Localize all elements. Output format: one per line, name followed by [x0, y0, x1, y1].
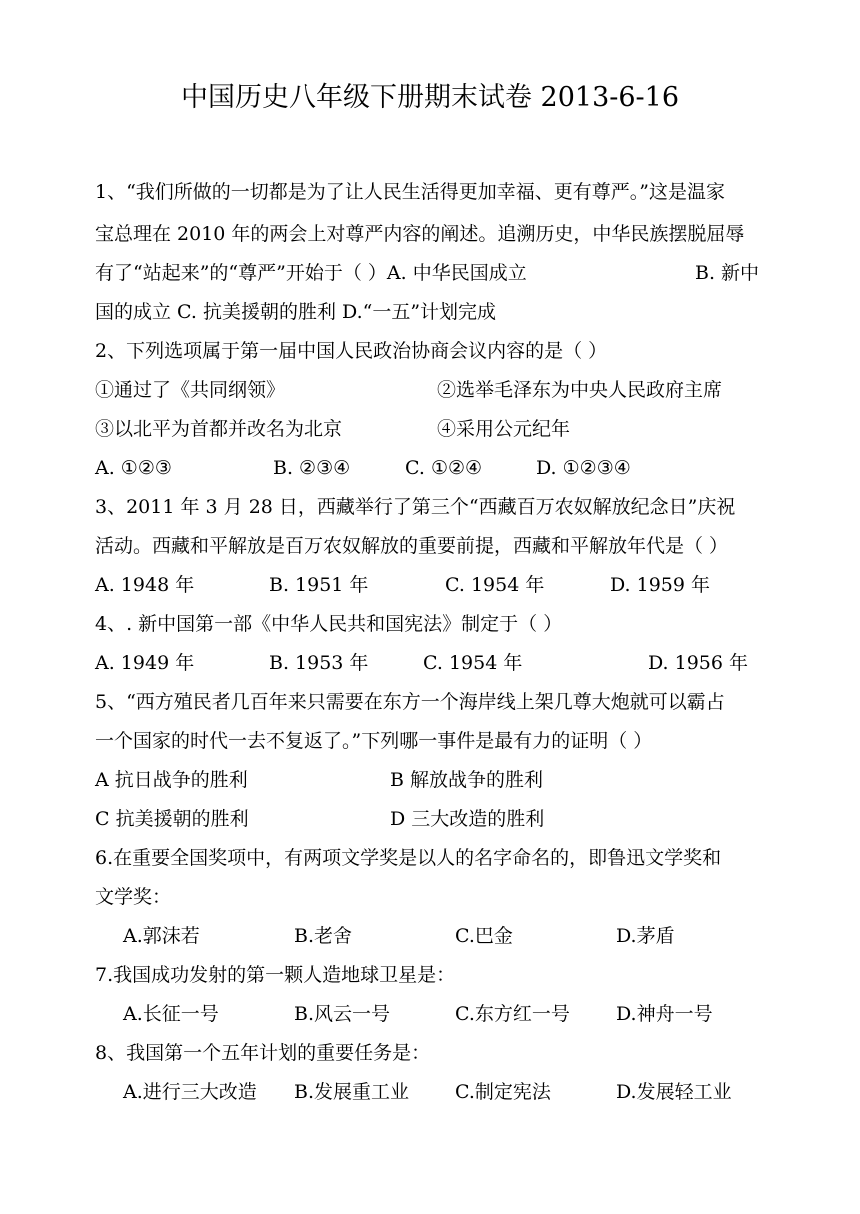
q3-line-1: 3、2011 年 3 月 28 日，西藏举行了第三个“西藏百万农奴解放纪念日”庆祝 — [95, 496, 736, 518]
q8-option-b: B.发展重工业 — [294, 1081, 410, 1103]
q4-option-a: A. 1949 年 — [95, 652, 195, 674]
q2-item-2: ②选举毛泽东为中央人民政府主席 — [437, 379, 723, 401]
q3-option-a: A. 1948 年 — [95, 574, 195, 596]
q2-option-d: D. ①②③④ — [536, 457, 631, 479]
q1-option-b: B. 新中 — [695, 262, 760, 284]
q6-option-d: D.茅盾 — [616, 925, 675, 947]
q5-line-2: 一个国家的时代一去不复返了。”下列哪一事件是最有力的证明（ ） — [95, 730, 653, 752]
q2-item-1: ①通过了《共同纲领》 — [95, 379, 286, 401]
q5-line-1: 5、“西方殖民者几百年来只需要在东方一个海岸线上架几尊大炮就可以霸占 — [95, 691, 725, 713]
q7-stem: 7.我国成功发射的第一颗人造地球卫星是： — [95, 964, 456, 986]
q6-option-c: C.巴金 — [455, 925, 513, 947]
q2-option-a: A. ①②③ — [95, 457, 172, 479]
q6-line-1: 6.在重要全国奖项中，有两项文学奖是以人的名字命名的，即鲁迅文学奖和 — [95, 847, 722, 869]
q2-item-4: ④采用公元纪年 — [437, 418, 571, 440]
q3-option-d: D. 1959 年 — [610, 574, 711, 596]
q5-option-b: B 解放战争的胜利 — [390, 769, 544, 791]
q7-option-b: B.风云一号 — [294, 1003, 391, 1025]
q7-option-c: C.东方红一号 — [455, 1003, 570, 1025]
q2-item-3: ③以北平为首都并改名为北京 — [95, 418, 343, 440]
q1-line-4: 国的成立 C. 抗美援朝的胜利 D.“一五”计划完成 — [95, 301, 497, 323]
page-title: 中国历史八年级下册期末试卷 2013-6-16 — [180, 82, 680, 113]
q5-option-d: D 三大改造的胜利 — [390, 808, 545, 830]
q8-option-d: D.发展轻工业 — [616, 1081, 732, 1103]
q4-option-b: B. 1953 年 — [269, 652, 369, 674]
q1-stem-option-a: 有了“站起来”的“尊严”开始于（ ）A. 中华民国成立 — [95, 262, 527, 284]
q6-option-a: A.郭沫若 — [123, 925, 200, 947]
q3-option-b: B. 1951 年 — [269, 574, 369, 596]
q3-line-2: 活动。西藏和平解放是百万农奴解放的重要前提，西藏和平解放年代是（ ） — [95, 535, 729, 557]
q2-stem: 2、下列选项属于第一届中国人民政治协商会议内容的是（ ） — [95, 340, 608, 362]
q4-option-d: D. 1956 年 — [648, 652, 749, 674]
q4-stem: 4、. 新中国第一部《中华人民共和国宪法》制定于（ ） — [95, 613, 563, 635]
q8-stem: 8、我国第一个五年计划的重要任务是： — [95, 1042, 431, 1064]
q5-option-a: A 抗日战争的胜利 — [95, 769, 248, 791]
q1-line-2: 宝总理在 2010 年的两会上对尊严内容的阐述。追溯历史，中华民族摆脱屈辱 — [95, 223, 745, 245]
q7-option-a: A.长征一号 — [123, 1003, 219, 1025]
q2-option-b: B. ②③④ — [273, 457, 351, 479]
q1-line-1: 1、“我们所做的一切都是为了让人民生活得更加幸福、更有尊严。”这是温家 — [95, 181, 726, 203]
q4-option-c: C. 1954 年 — [423, 652, 523, 674]
q6-line-2: 文学奖： — [95, 886, 172, 908]
q8-option-c: C.制定宪法 — [455, 1081, 551, 1103]
q8-option-a: A.进行三大改造 — [123, 1081, 257, 1103]
q2-option-c: C. ①②④ — [405, 457, 483, 479]
q5-option-c: C 抗美援朝的胜利 — [95, 808, 249, 830]
q7-option-d: D.神舟一号 — [616, 1003, 713, 1025]
q6-option-b: B.老舍 — [294, 925, 353, 947]
q3-option-c: C. 1954 年 — [445, 574, 545, 596]
